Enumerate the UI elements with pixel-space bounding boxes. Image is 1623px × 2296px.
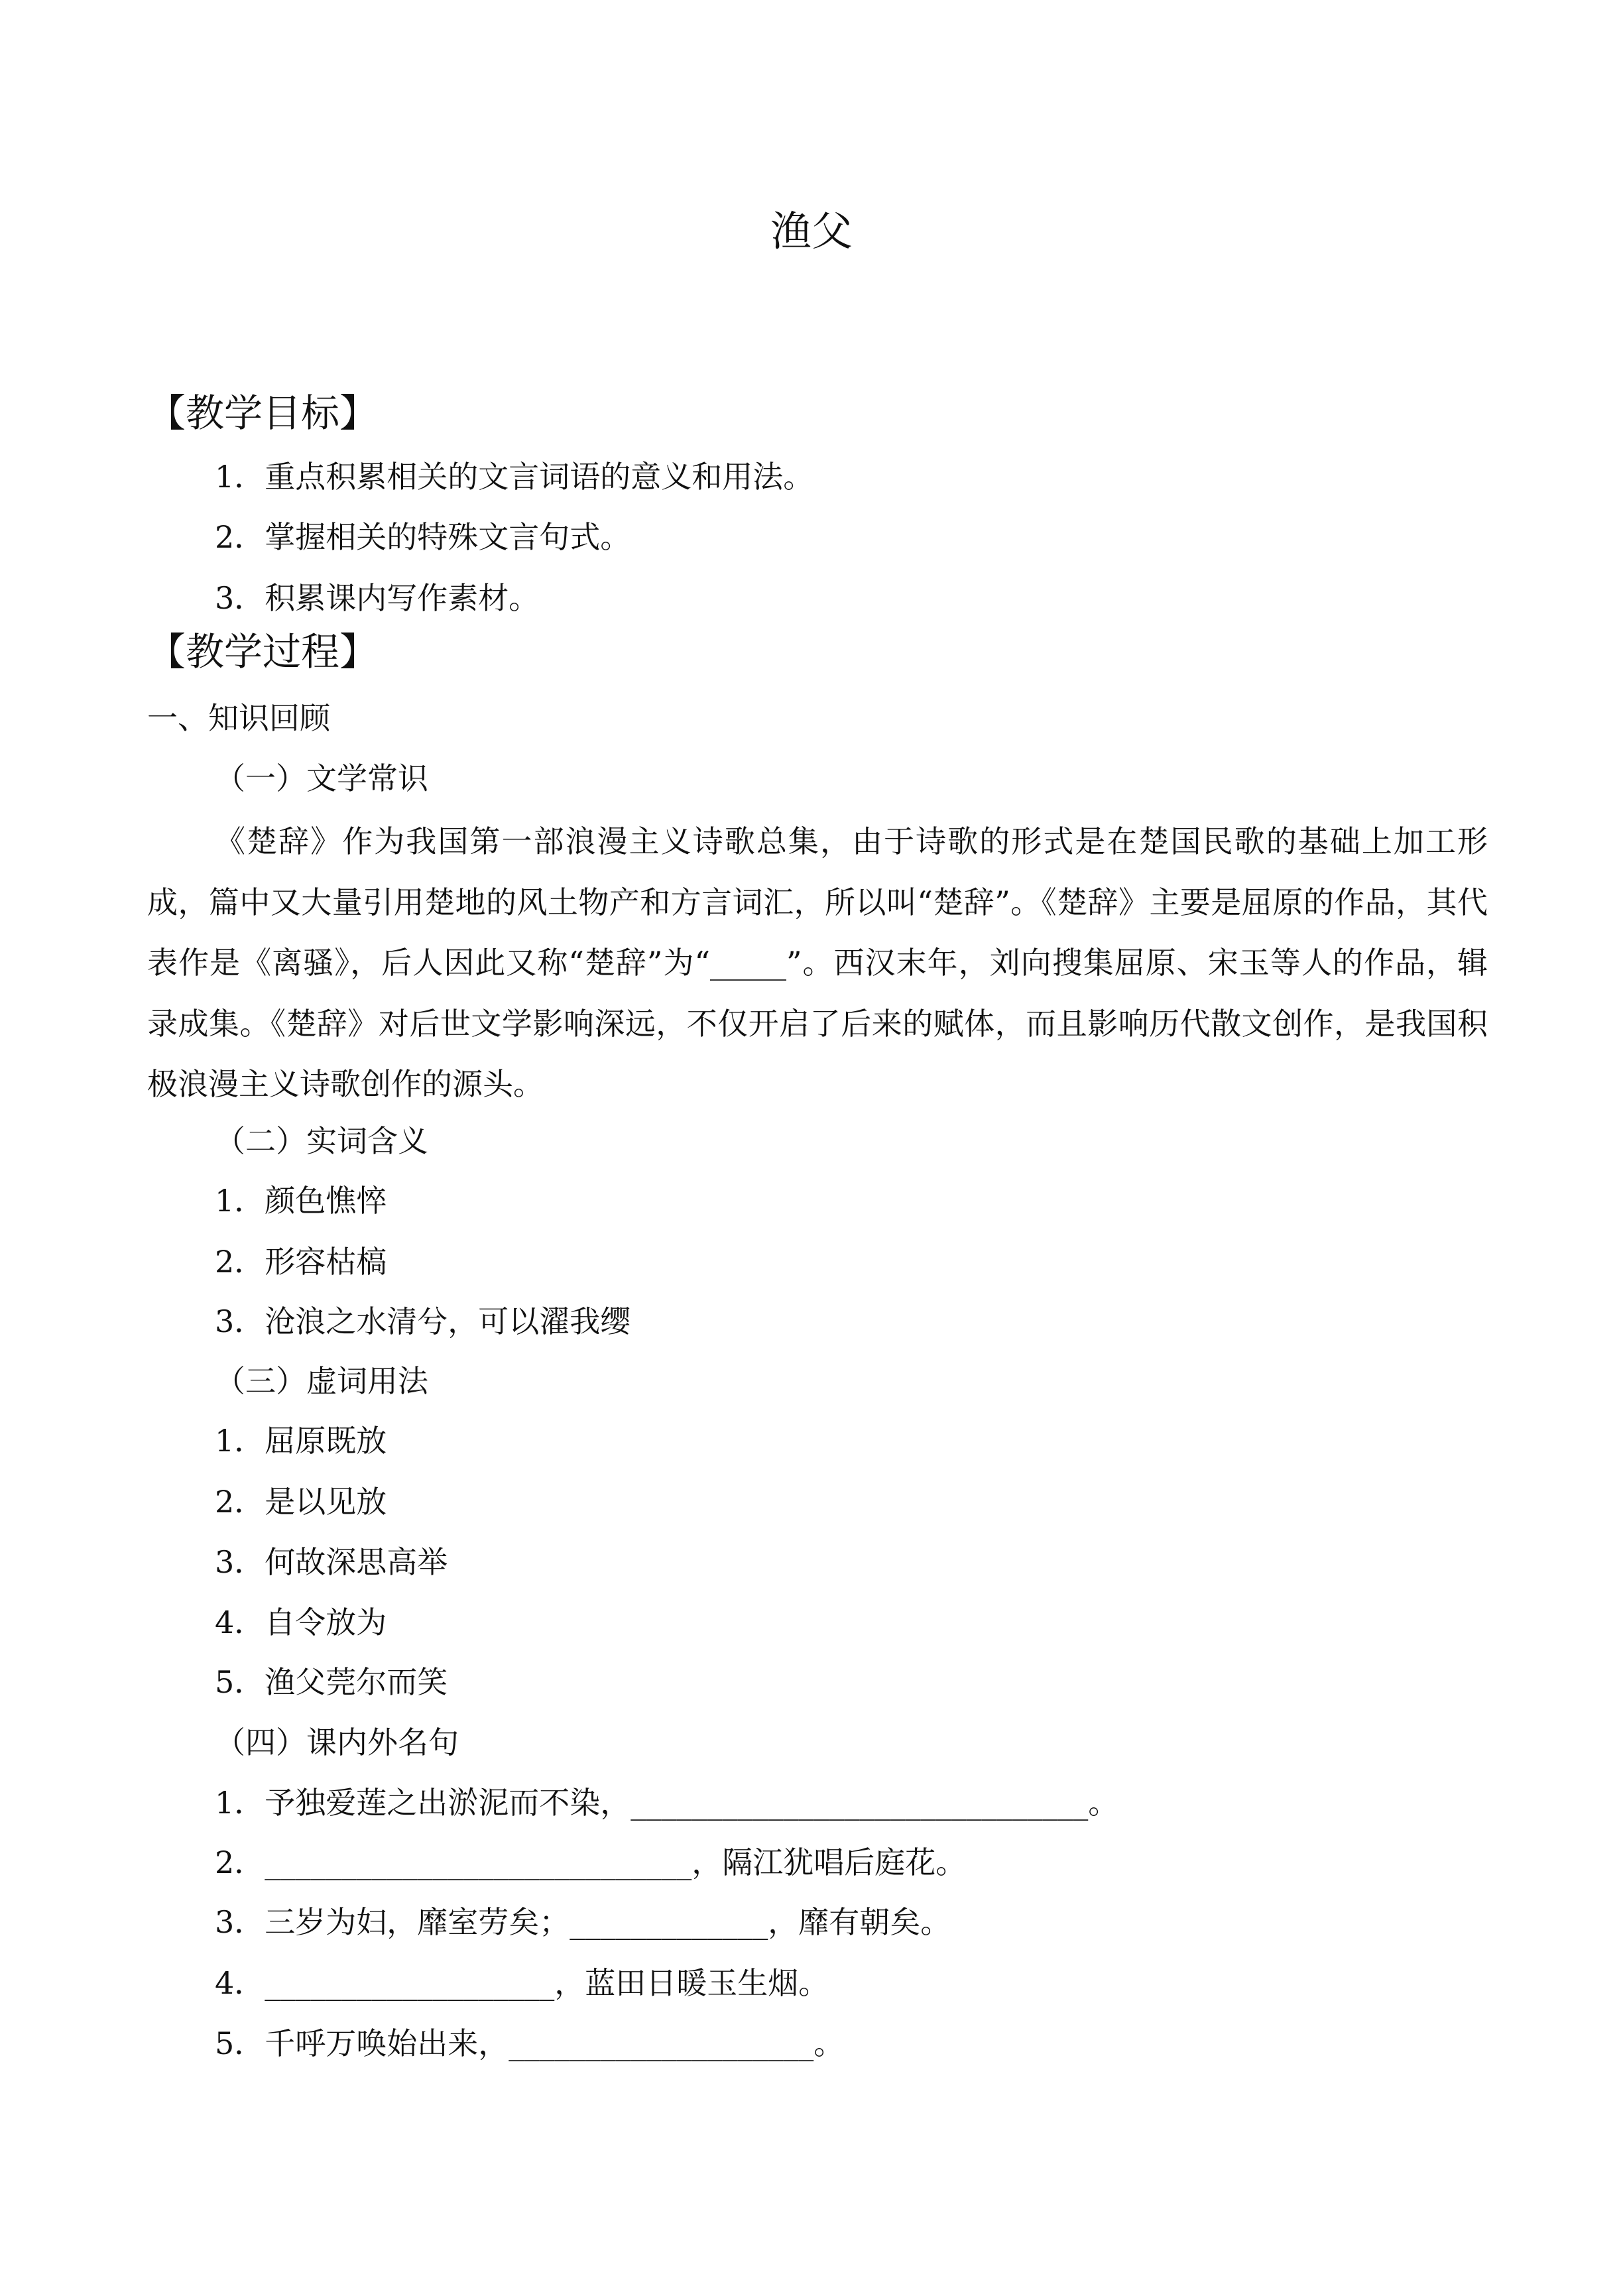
list-item: 2．是以见放 <box>215 1484 387 1520</box>
subsection-heading: （四）课内外名句 <box>215 1724 459 1760</box>
objectives-heading: 【教学目标】 <box>147 391 379 436</box>
quote-item: 2．____________________________，隔江犹唱后庭花。 <box>215 1844 967 1880</box>
list-item: 3．何故深思高举 <box>215 1544 448 1580</box>
page-title: 渔父 <box>770 207 853 255</box>
subsection-heading: （三）虚词用法 <box>215 1363 428 1399</box>
quote-item: 1．予独爱莲之出淤泥而不染，______________________________。 <box>215 1785 1119 1821</box>
list-item: 2．形容枯槁 <box>215 1244 387 1280</box>
quote-item: 5．千呼万唤始出来，____________________。 <box>215 2025 845 2061</box>
list-item: 1．颜色憔悴 <box>215 1183 387 1219</box>
objective-item: 2．掌握相关的特殊文言句式。 <box>215 519 631 555</box>
subsection-heading: （二）实词含义 <box>215 1123 428 1159</box>
process-heading: 【教学过程】 <box>147 629 379 674</box>
quote-item: 3．三岁为妇，靡室劳矣；_____________，靡有朝矣。 <box>215 1904 951 1940</box>
list-item: 1．屈原既放 <box>215 1423 387 1459</box>
literary-knowledge-paragraph: 《楚辞》作为我国第一部浪漫主义诗歌总集，由于诗歌的形式是在楚国民歌的基础上加工形成，篇中又大量引用楚地的风土物产和方言词汇，所以叫“楚辞”。《楚辞》主要是屈原的作品，其代表作是《离骚》，后人因此又称“楚辞”为“_____”。西汉末年，刘向搜集屈原、宋玉等人的作品，辑录成集。《楚辞》对后世文学影响深远，不仅开启了后来的赋体，而且影响历代散文创作，是我国积极浪漫主义诗歌创作的源头。 <box>147 823 1488 1102</box>
subsection-heading: （一）文学常识 <box>215 760 428 796</box>
list-item: 4．自令放为 <box>215 1604 387 1640</box>
quote-item: 4．___________________，蓝田日暖玉生烟。 <box>215 1965 829 2001</box>
section-heading: 一、知识回顾 <box>147 700 330 736</box>
list-item: 3．沧浪之水清兮，可以濯我缨 <box>215 1303 631 1339</box>
objective-item: 3．积累课内写作素材。 <box>215 580 540 616</box>
objective-item: 1．重点积累相关的文言词语的意义和用法。 <box>215 459 814 495</box>
list-item: 5．渔父莞尔而笑 <box>215 1664 448 1700</box>
